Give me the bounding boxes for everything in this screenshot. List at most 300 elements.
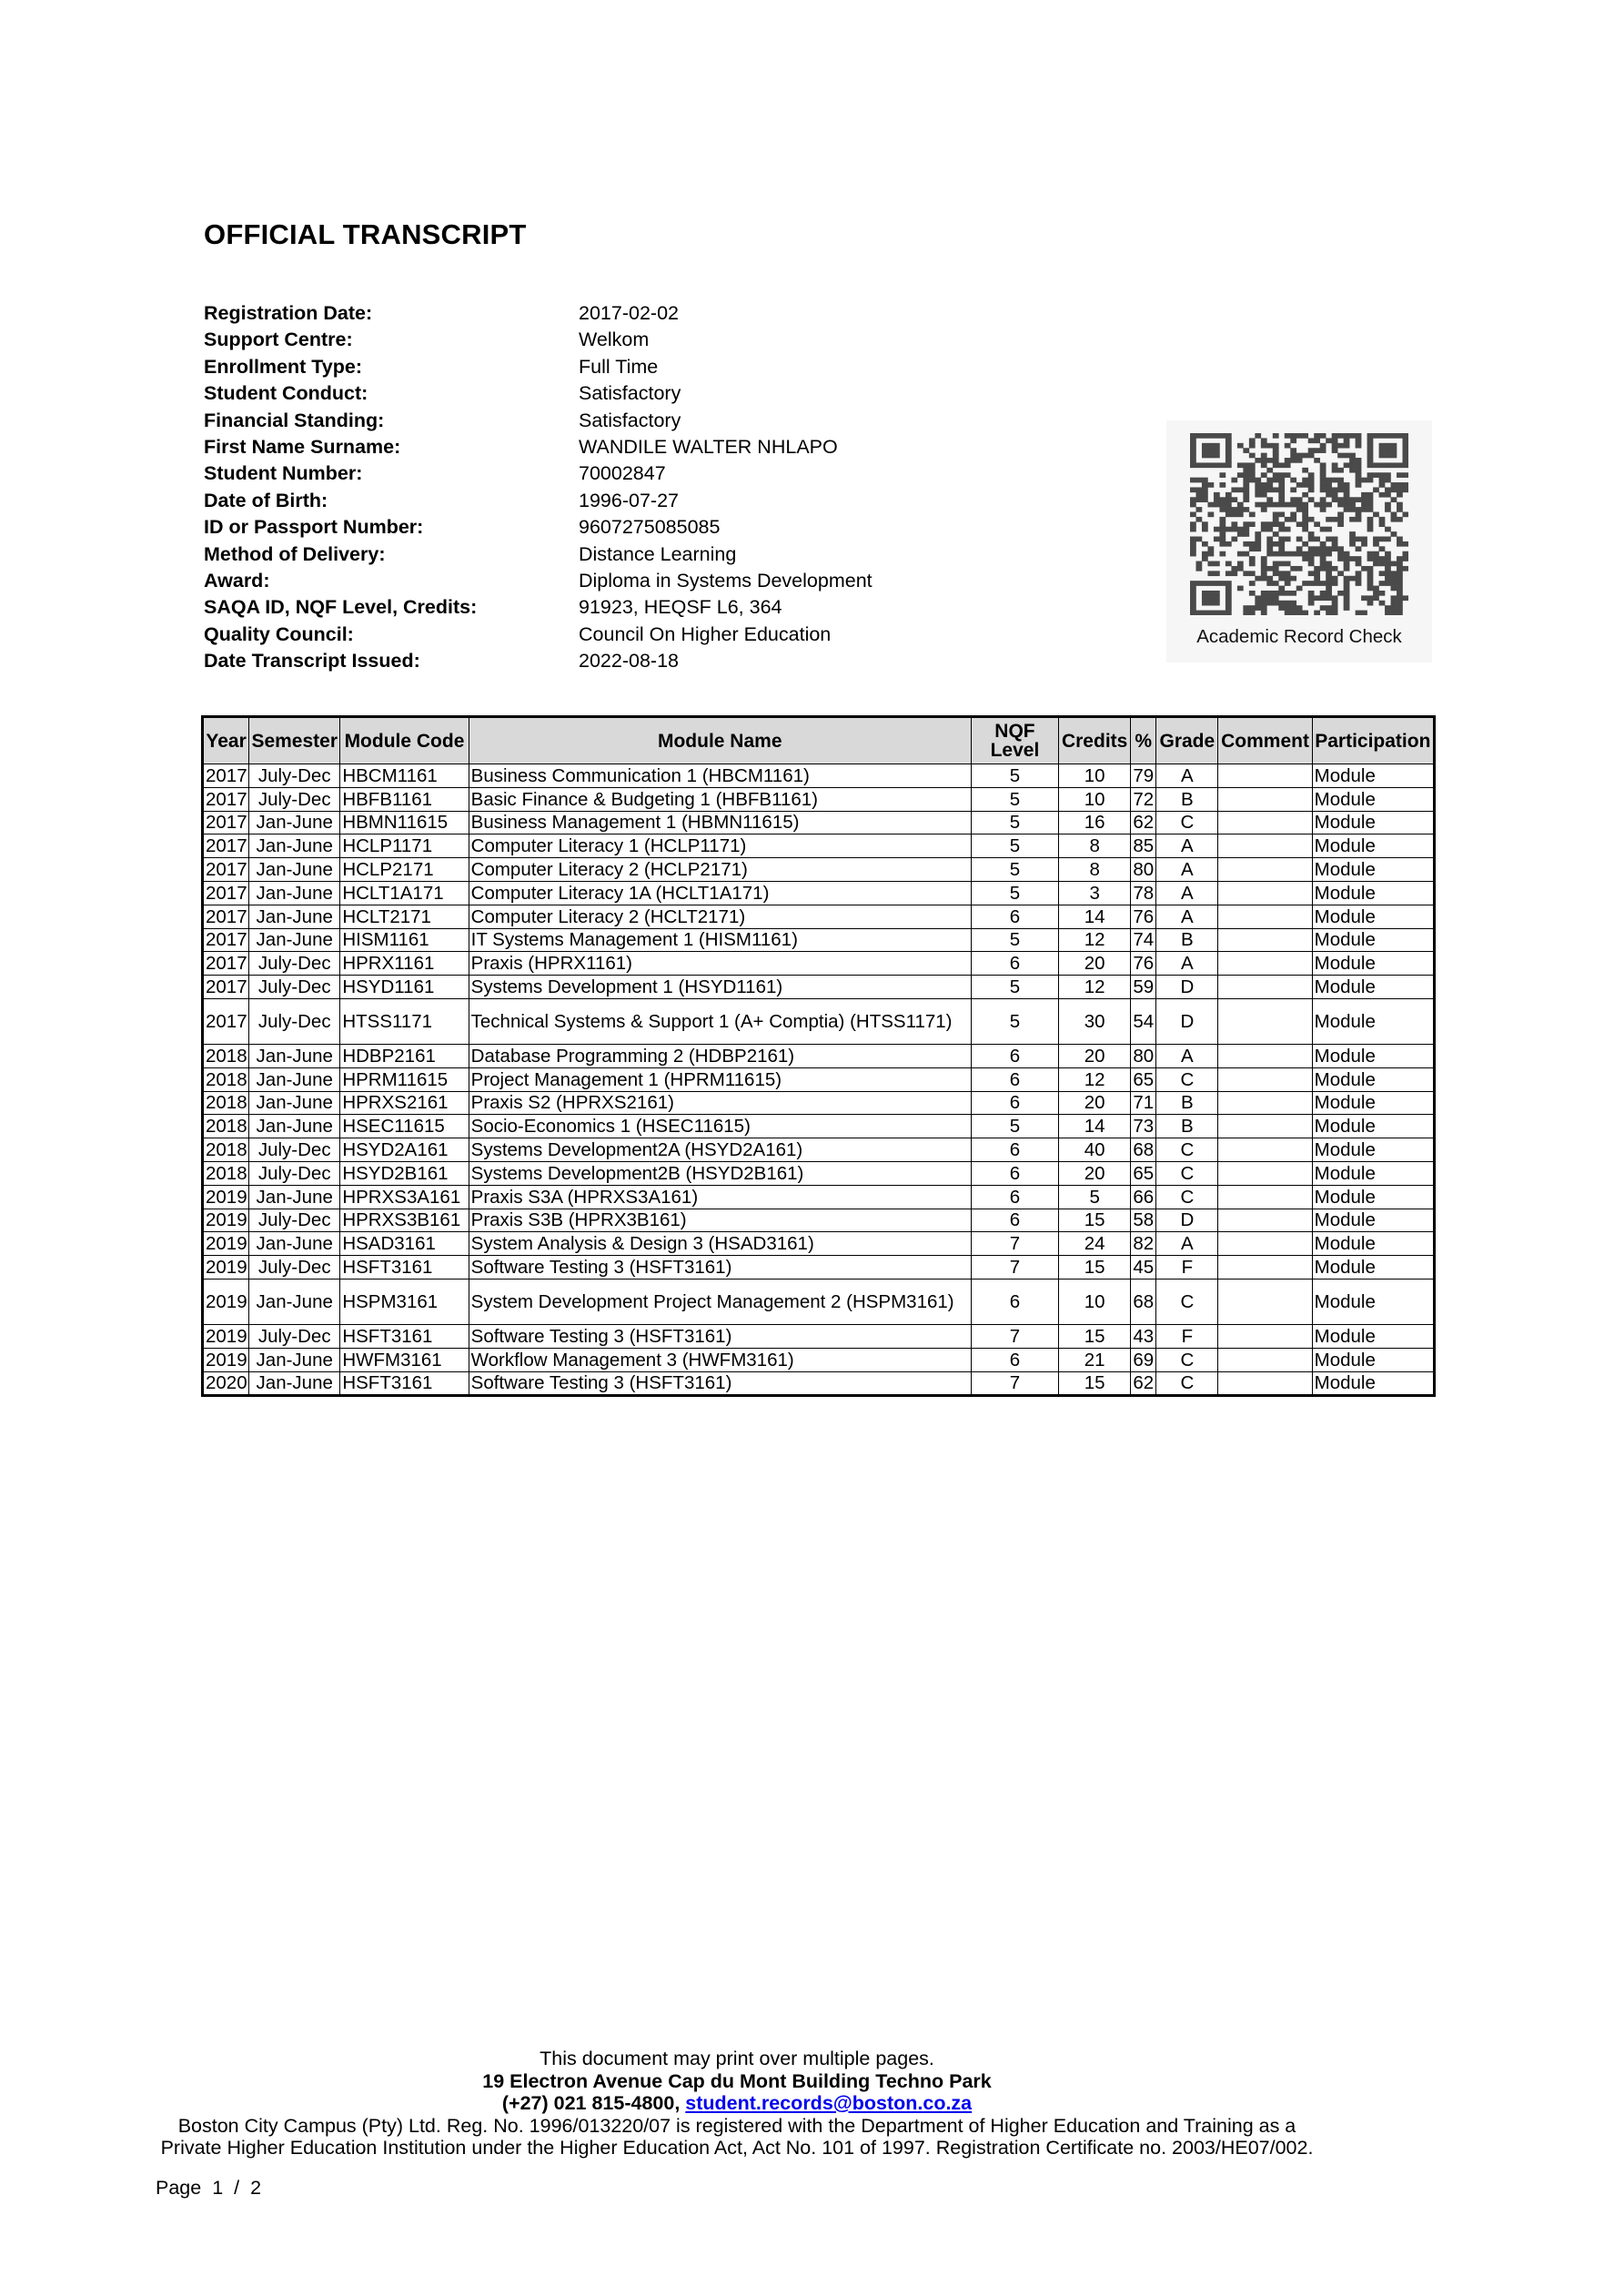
cell-participation: Module — [1312, 834, 1434, 858]
student-info — [204, 300, 873, 674]
cell-grade: C — [1156, 811, 1218, 834]
cell-participation: Module — [1312, 1115, 1434, 1138]
table-row — [203, 811, 1435, 834]
header-participation: Participation — [1312, 717, 1434, 764]
cell-grade: D — [1156, 1209, 1218, 1232]
cell-semester: Jan-June — [249, 905, 340, 928]
info-row — [204, 327, 873, 353]
cell-comment — [1218, 998, 1312, 1044]
cell-year: 2019 — [203, 1185, 249, 1209]
document-title: OFFICIAL TRANSCRIPT — [204, 218, 527, 250]
table-header-row — [203, 717, 1435, 764]
cell-percent: 62 — [1131, 1371, 1156, 1396]
info-label: Financial Standing: — [204, 409, 385, 431]
cell-nqf-level: 6 — [971, 1044, 1058, 1067]
cell-grade: C — [1156, 1067, 1218, 1091]
cell-year: 2017 — [203, 764, 249, 788]
cell-nqf-level: 7 — [971, 1232, 1058, 1256]
cell-module-name: Computer Literacy 1A (HCLT1A171) — [469, 881, 971, 905]
cell-module-name: Business Communication 1 (HBCM1161) — [469, 764, 971, 788]
cell-semester: July-Dec — [249, 1138, 340, 1162]
cell-nqf-level: 5 — [971, 858, 1058, 882]
info-value: Distance Learning — [579, 542, 737, 565]
cell-module-code: HTSS1171 — [340, 998, 469, 1044]
info-label: Award: — [204, 569, 270, 592]
info-value: 70002847 — [579, 462, 666, 485]
cell-semester: Jan-June — [249, 1348, 340, 1371]
cell-grade: D — [1156, 976, 1218, 999]
table-row — [203, 952, 1435, 976]
table-row — [203, 1232, 1435, 1256]
table-row — [203, 998, 1435, 1044]
cell-percent: 78 — [1131, 881, 1156, 905]
cell-module-code: HCLP1171 — [340, 834, 469, 858]
cell-year: 2019 — [203, 1279, 249, 1324]
cell-percent: 45 — [1131, 1256, 1156, 1279]
page-number — [156, 2177, 261, 2200]
info-value: Council On Higher Education — [579, 622, 832, 645]
cell-comment — [1218, 858, 1312, 882]
cell-year: 2017 — [203, 787, 249, 811]
cell-module-name: Systems Development 1 (HSYD1161) — [469, 976, 971, 999]
cell-credits: 8 — [1059, 834, 1131, 858]
info-label: ID or Passport Number: — [204, 516, 424, 539]
cell-percent: 58 — [1131, 1209, 1156, 1232]
cell-module-name: Database Programming 2 (HDBP2161) — [469, 1044, 971, 1067]
cell-participation: Module — [1312, 881, 1434, 905]
cell-credits: 20 — [1059, 1091, 1131, 1115]
cell-percent: 43 — [1131, 1324, 1156, 1348]
cell-module-code: HSPM3161 — [340, 1279, 469, 1324]
cell-module-name: Computer Literacy 1 (HCLP1171) — [469, 834, 971, 858]
cell-nqf-level: 6 — [971, 1185, 1058, 1209]
cell-nqf-level: 5 — [971, 1115, 1058, 1138]
table-row — [203, 787, 1435, 811]
info-label: Student Conduct: — [204, 382, 368, 405]
table-row — [203, 976, 1435, 999]
cell-module-code: HCLT2171 — [340, 905, 469, 928]
cell-credits: 12 — [1059, 976, 1131, 999]
cell-module-name: Praxis (HPRX1161) — [469, 952, 971, 976]
footer-contact — [0, 2092, 1474, 2115]
cell-comment — [1218, 764, 1312, 788]
cell-module-name: Praxis S3A (HPRXS3A161) — [469, 1185, 971, 1209]
cell-comment — [1218, 905, 1312, 928]
cell-participation: Module — [1312, 858, 1434, 882]
info-label: Student Number: — [204, 462, 363, 485]
cell-percent: 68 — [1131, 1279, 1156, 1324]
cell-semester: Jan-June — [249, 1279, 340, 1324]
cell-semester: Jan-June — [249, 928, 340, 952]
cell-comment — [1218, 928, 1312, 952]
footer-email-link[interactable]: student.records@boston.co.za — [685, 2092, 973, 2114]
table-row — [203, 905, 1435, 928]
page-total: 2 — [250, 2177, 262, 2199]
cell-module-name: Business Management 1 (HBMN11615) — [469, 811, 971, 834]
cell-module-name: Workflow Management 3 (HWFM3161) — [469, 1348, 971, 1371]
info-value: 91923, HEQSF L6, 364 — [579, 596, 782, 619]
cell-comment — [1218, 976, 1312, 999]
info-value: WANDILE WALTER NHLAPO — [579, 435, 838, 458]
cell-participation: Module — [1312, 1232, 1434, 1256]
cell-percent: 59 — [1131, 976, 1156, 999]
cell-year: 2018 — [203, 1161, 249, 1185]
cell-grade: A — [1156, 881, 1218, 905]
cell-module-name: Praxis S3B (HPRX3B161) — [469, 1209, 971, 1232]
cell-semester: July-Dec — [249, 952, 340, 976]
footer-note: This document may print over multiple pages. — [540, 2048, 934, 2069]
cell-grade: A — [1156, 1044, 1218, 1067]
cell-credits: 8 — [1059, 858, 1131, 882]
cell-comment — [1218, 1256, 1312, 1279]
cell-year: 2017 — [203, 881, 249, 905]
cell-module-name: Project Management 1 (HPRM11615) — [469, 1067, 971, 1091]
cell-nqf-level: 6 — [971, 1091, 1058, 1115]
cell-year: 2019 — [203, 1209, 249, 1232]
cell-percent: 65 — [1131, 1161, 1156, 1185]
cell-nqf-level: 6 — [971, 1161, 1058, 1185]
cell-module-name: System Development Project Management 2 (HSPM3161) — [469, 1279, 971, 1324]
cell-comment — [1218, 1209, 1312, 1232]
info-value: 2022-08-18 — [579, 650, 679, 673]
cell-module-name: Praxis S2 (HPRXS2161) — [469, 1091, 971, 1115]
cell-year: 2017 — [203, 905, 249, 928]
cell-semester: July-Dec — [249, 1161, 340, 1185]
cell-participation: Module — [1312, 952, 1434, 976]
info-label: Date Transcript Issued: — [204, 650, 420, 673]
table-row — [203, 1138, 1435, 1162]
info-row — [204, 514, 873, 541]
info-row — [204, 354, 873, 380]
header-credits: Credits — [1059, 717, 1131, 764]
cell-credits: 15 — [1059, 1371, 1131, 1396]
info-label: First Name Surname: — [204, 435, 401, 458]
cell-grade: C — [1156, 1161, 1218, 1185]
cell-year: 2020 — [203, 1371, 249, 1396]
cell-semester: Jan-June — [249, 881, 340, 905]
cell-semester: July-Dec — [249, 998, 340, 1044]
cell-semester: July-Dec — [249, 976, 340, 999]
page-label: Page — [156, 2177, 202, 2199]
cell-percent: 66 — [1131, 1185, 1156, 1209]
cell-nqf-level: 5 — [971, 834, 1058, 858]
cell-module-code: HBFB1161 — [340, 787, 469, 811]
footer-address: 19 Electron Avenue Cap du Mont Building Techno Park — [482, 2069, 992, 2092]
info-label: Enrollment Type: — [204, 355, 363, 378]
cell-module-code: HPRM11615 — [340, 1067, 469, 1091]
cell-nqf-level: 5 — [971, 881, 1058, 905]
info-value: Diploma in Systems Development — [579, 569, 873, 592]
cell-grade: C — [1156, 1279, 1218, 1324]
cell-credits: 20 — [1059, 952, 1131, 976]
cell-grade: A — [1156, 952, 1218, 976]
cell-participation: Module — [1312, 787, 1434, 811]
info-row — [204, 408, 873, 434]
transcript-table — [201, 715, 1436, 1397]
cell-semester: July-Dec — [249, 1324, 340, 1348]
cell-nqf-level: 6 — [971, 952, 1058, 976]
header-nqf-level: NQF Level — [971, 717, 1058, 764]
info-label: Method of Delivery: — [204, 542, 386, 565]
cell-credits: 10 — [1059, 764, 1131, 788]
cell-semester: Jan-June — [249, 1044, 340, 1067]
cell-comment — [1218, 952, 1312, 976]
table-row — [203, 834, 1435, 858]
header-module-code: Module Code — [340, 717, 469, 764]
info-label: Registration Date: — [204, 302, 373, 324]
cell-module-name: System Analysis & Design 3 (HSAD3161) — [469, 1232, 971, 1256]
cell-year: 2017 — [203, 998, 249, 1044]
cell-module-code: HWFM3161 — [340, 1348, 469, 1371]
info-row — [204, 380, 873, 407]
cell-module-code: HSFT3161 — [340, 1371, 469, 1396]
table-row — [203, 1091, 1435, 1115]
cell-percent: 73 — [1131, 1115, 1156, 1138]
cell-semester: July-Dec — [249, 787, 340, 811]
cell-module-name: IT Systems Management 1 (HISM1161) — [469, 928, 971, 952]
cell-credits: 15 — [1059, 1256, 1131, 1279]
cell-year: 2018 — [203, 1067, 249, 1091]
page-separator: / — [234, 2177, 240, 2199]
cell-year: 2019 — [203, 1256, 249, 1279]
cell-percent: 54 — [1131, 998, 1156, 1044]
cell-nqf-level: 5 — [971, 787, 1058, 811]
cell-year: 2018 — [203, 1091, 249, 1115]
table-row — [203, 1209, 1435, 1232]
cell-comment — [1218, 1044, 1312, 1067]
cell-year: 2017 — [203, 858, 249, 882]
cell-credits: 14 — [1059, 905, 1131, 928]
cell-module-code: HSYD2A161 — [340, 1138, 469, 1162]
cell-participation: Module — [1312, 1279, 1434, 1324]
cell-year: 2017 — [203, 811, 249, 834]
cell-comment — [1218, 1185, 1312, 1209]
cell-percent: 85 — [1131, 834, 1156, 858]
cell-module-code: HCLT1A171 — [340, 881, 469, 905]
cell-percent: 72 — [1131, 787, 1156, 811]
cell-module-code: HPRXS2161 — [340, 1091, 469, 1115]
cell-module-code: HPRX1161 — [340, 952, 469, 976]
header-semester: Semester — [249, 717, 340, 764]
footer-registration-2: Private Higher Education Institution under the Higher Education Act, Act No. 101 of 1997. Registration Certificate no. 2003/HE07/002. — [160, 2137, 1314, 2159]
table-row — [203, 1115, 1435, 1138]
cell-module-name: Systems Development2B (HSYD2B161) — [469, 1161, 971, 1185]
table-row — [203, 1348, 1435, 1371]
info-label: Quality Council: — [204, 622, 354, 645]
table-row — [203, 1044, 1435, 1067]
info-row — [204, 488, 873, 514]
cell-semester: Jan-June — [249, 1067, 340, 1091]
cell-module-code: HSYD2B161 — [340, 1161, 469, 1185]
cell-credits: 30 — [1059, 998, 1131, 1044]
cell-nqf-level: 6 — [971, 1348, 1058, 1371]
info-row — [204, 541, 873, 568]
info-row — [204, 434, 873, 460]
cell-module-code: HSAD3161 — [340, 1232, 469, 1256]
info-row — [204, 460, 873, 487]
table-row — [203, 858, 1435, 882]
cell-participation: Module — [1312, 976, 1434, 999]
cell-grade: A — [1156, 858, 1218, 882]
cell-module-name: Computer Literacy 2 (HCLT2171) — [469, 905, 971, 928]
qr-caption: Academic Record Check — [1196, 626, 1402, 647]
cell-module-name: Basic Finance & Budgeting 1 (HBFB1161) — [469, 787, 971, 811]
cell-module-code: HSFT3161 — [340, 1256, 469, 1279]
cell-participation: Module — [1312, 1185, 1434, 1209]
info-value: 9607275085085 — [579, 516, 721, 539]
cell-nqf-level: 6 — [971, 905, 1058, 928]
cell-module-name: Software Testing 3 (HSFT3161) — [469, 1324, 971, 1348]
cell-participation: Module — [1312, 764, 1434, 788]
cell-participation: Module — [1312, 1161, 1434, 1185]
cell-comment — [1218, 787, 1312, 811]
qr-code-icon[interactable] — [1190, 433, 1408, 615]
cell-nqf-level: 6 — [971, 1138, 1058, 1162]
cell-grade: A — [1156, 1232, 1218, 1256]
footer-registration-1: Boston City Campus (Pty) Ltd. Reg. No. 1996/013220/07 is registered with the Department of Higher Education and Training as a — [177, 2114, 1296, 2137]
cell-semester: Jan-June — [249, 1371, 340, 1396]
cell-percent: 79 — [1131, 764, 1156, 788]
table-row — [203, 1256, 1435, 1279]
cell-grade: D — [1156, 998, 1218, 1044]
cell-module-name: Software Testing 3 (HSFT3161) — [469, 1256, 971, 1279]
table-row — [203, 1185, 1435, 1209]
cell-credits: 5 — [1059, 1185, 1131, 1209]
table-row — [203, 928, 1435, 952]
cell-comment — [1218, 1348, 1312, 1371]
cell-percent: 71 — [1131, 1091, 1156, 1115]
cell-comment — [1218, 1161, 1312, 1185]
cell-credits: 21 — [1059, 1348, 1131, 1371]
cell-nqf-level: 7 — [971, 1371, 1058, 1396]
cell-comment — [1218, 1067, 1312, 1091]
info-value: Full Time — [579, 355, 659, 378]
cell-semester: Jan-June — [249, 1091, 340, 1115]
cell-grade: F — [1156, 1324, 1218, 1348]
cell-participation: Module — [1312, 1044, 1434, 1067]
cell-module-code: HPRXS3B161 — [340, 1209, 469, 1232]
cell-comment — [1218, 1324, 1312, 1348]
cell-credits: 20 — [1059, 1161, 1131, 1185]
footer-phone: (+27) 021 815-4800, — [501, 2092, 681, 2114]
cell-nqf-level: 5 — [971, 764, 1058, 788]
header-percent: % — [1131, 717, 1156, 764]
cell-nqf-level: 7 — [971, 1324, 1058, 1348]
cell-grade: A — [1156, 905, 1218, 928]
cell-semester: Jan-June — [249, 1115, 340, 1138]
cell-grade: B — [1156, 1115, 1218, 1138]
cell-percent: 74 — [1131, 928, 1156, 952]
table-row — [203, 1371, 1435, 1396]
cell-participation: Module — [1312, 811, 1434, 834]
cell-year: 2019 — [203, 1348, 249, 1371]
cell-comment — [1218, 834, 1312, 858]
cell-module-code: HISM1161 — [340, 928, 469, 952]
cell-comment — [1218, 1371, 1312, 1396]
cell-module-name: Technical Systems & Support 1 (A+ Comptia) (HTSS1171) — [469, 998, 971, 1044]
cell-credits: 10 — [1059, 1279, 1131, 1324]
cell-percent: 82 — [1131, 1232, 1156, 1256]
cell-nqf-level: 7 — [971, 1256, 1058, 1279]
cell-nqf-level: 5 — [971, 998, 1058, 1044]
cell-semester: July-Dec — [249, 764, 340, 788]
cell-grade: B — [1156, 787, 1218, 811]
cell-credits: 40 — [1059, 1138, 1131, 1162]
info-row — [204, 622, 873, 648]
footer — [0, 2048, 1474, 2159]
cell-credits: 12 — [1059, 1067, 1131, 1091]
cell-module-code: HSEC11615 — [340, 1115, 469, 1138]
header-module-name: Module Name — [469, 717, 971, 764]
info-row — [204, 568, 873, 594]
cell-year: 2018 — [203, 1138, 249, 1162]
cell-participation: Module — [1312, 1348, 1434, 1371]
cell-nqf-level: 5 — [971, 976, 1058, 999]
cell-participation: Module — [1312, 1091, 1434, 1115]
cell-grade: B — [1156, 928, 1218, 952]
cell-grade: A — [1156, 834, 1218, 858]
cell-percent: 62 — [1131, 811, 1156, 834]
cell-semester: Jan-June — [249, 811, 340, 834]
cell-nqf-level: 6 — [971, 1279, 1058, 1324]
cell-module-code: HCLP2171 — [340, 858, 469, 882]
cell-percent: 80 — [1131, 1044, 1156, 1067]
cell-comment — [1218, 1232, 1312, 1256]
page-current: 1 — [212, 2177, 224, 2199]
cell-grade: C — [1156, 1185, 1218, 1209]
header-year: Year — [203, 717, 249, 764]
cell-comment — [1218, 1115, 1312, 1138]
cell-module-name: Software Testing 3 (HSFT3161) — [469, 1371, 971, 1396]
cell-credits: 24 — [1059, 1232, 1131, 1256]
cell-module-name: Socio-Economics 1 (HSEC11615) — [469, 1115, 971, 1138]
cell-credits: 12 — [1059, 928, 1131, 952]
cell-participation: Module — [1312, 928, 1434, 952]
cell-grade: C — [1156, 1138, 1218, 1162]
header-grade: Grade — [1156, 717, 1218, 764]
cell-nqf-level: 5 — [971, 928, 1058, 952]
cell-year: 2017 — [203, 834, 249, 858]
cell-year: 2017 — [203, 952, 249, 976]
info-row — [204, 648, 873, 674]
cell-participation: Module — [1312, 1209, 1434, 1232]
table-row — [203, 1067, 1435, 1091]
cell-percent: 68 — [1131, 1138, 1156, 1162]
cell-semester: Jan-June — [249, 834, 340, 858]
cell-semester: July-Dec — [249, 1209, 340, 1232]
cell-comment — [1218, 1279, 1312, 1324]
info-value: 2017-02-02 — [579, 302, 679, 324]
info-value: Satisfactory — [579, 409, 681, 431]
info-label: SAQA ID, NQF Level, Credits: — [204, 596, 478, 619]
cell-grade: C — [1156, 1348, 1218, 1371]
cell-comment — [1218, 881, 1312, 905]
cell-credits: 15 — [1059, 1209, 1131, 1232]
cell-module-code: HBMN11615 — [340, 811, 469, 834]
table-row — [203, 1324, 1435, 1348]
cell-year: 2018 — [203, 1044, 249, 1067]
table-row — [203, 1279, 1435, 1324]
academic-record-check[interactable] — [1166, 420, 1432, 663]
cell-nqf-level: 6 — [971, 1209, 1058, 1232]
cell-module-code: HBCM1161 — [340, 764, 469, 788]
header-comment: Comment — [1218, 717, 1312, 764]
cell-comment — [1218, 1091, 1312, 1115]
cell-credits: 16 — [1059, 811, 1131, 834]
info-row — [204, 594, 873, 621]
cell-participation: Module — [1312, 1138, 1434, 1162]
table-row — [203, 1161, 1435, 1185]
